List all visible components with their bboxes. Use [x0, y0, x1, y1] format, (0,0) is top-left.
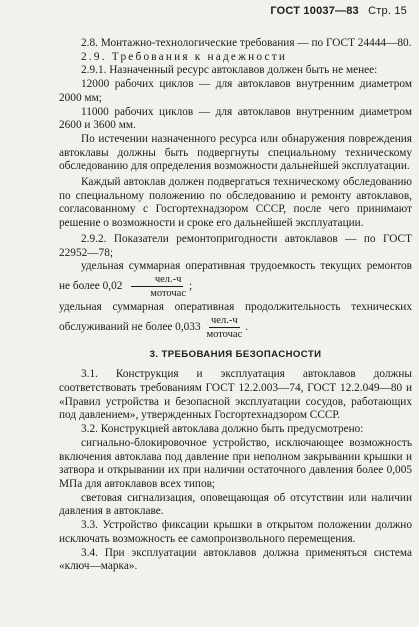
- page-number: Стр. 15: [368, 5, 407, 17]
- paragraph-2-9-2: 2.9.2. Показатели ремонтопригодности автоклавов — по ГОСТ 22952—78;: [59, 232, 412, 259]
- fraction-denominator-2: моточас: [206, 328, 243, 340]
- paragraph-labor-intensity: [59, 260, 412, 299]
- paragraph-3-1: 3.1. Конструкция и эксплуатация автоклавов должны соответствовать требованиям ГОСТ 12.2.003—74, ГОСТ 12.2.049—80 и «Правил устройства и безопасной эксплуатации сосудов, работающих под давлением», утвержденных Госгортехнадзором СССР.: [59, 368, 412, 422]
- labor-intensity-text: удельная суммарная оперативная трудоемкость текущих ремонтов не более 0,02: [59, 260, 412, 293]
- paragraph-3-2-interlock: сигнально-блокировочное устройство, исключающее возможность включения автоклава под давление при неполном закрывании крышки и затвора и открывании их при наличии остаточного давления более 0,005 МПа для автоклавов всех типов;: [59, 436, 412, 490]
- labor-tail: ;: [189, 280, 193, 293]
- paragraph-service-duration: [59, 301, 412, 340]
- service-duration-text: удельная суммарная оперативная продолжительность технических обслуживаний не более 0,033: [59, 300, 412, 333]
- paragraph-3-2-signaling: световая сигнализация, оповещающая об отсутствии или наличии давления в автоклаве.: [59, 491, 412, 518]
- labor-unit-fraction: [128, 274, 186, 299]
- duration-tail: .: [245, 320, 249, 333]
- document-body: [59, 37, 412, 574]
- duration-unit-fraction: [206, 315, 242, 340]
- fraction-denominator: моточас: [150, 287, 187, 299]
- fraction-numerator: чел.-ч: [131, 274, 184, 287]
- paragraph-2-8: 2.8. Монтажно-технологические требования — по ГОСТ 24444—80.: [81, 37, 412, 49]
- paragraph-2-9-1: 2.9.1. Назначенный ресурс автоклавов должен быть не менее:: [81, 64, 378, 77]
- paragraph-12000-cycles: 12000 рабочих циклов — для автоклавов внутренним диаметром 2000 мм;: [59, 78, 412, 104]
- paragraph-technical-inspection: Каждый автоклав должен подвергаться техническому обследованию по специальному положению по обследованию и ремонту автоклавов, согласованному с Госгортехнадзором СССР, после чего принимают решение о возможности и сроке его дальнейшей эксплуатации.: [59, 176, 412, 230]
- paragraph-3-4: 3.4. При эксплуатации автоклавов должна применяться система «ключ—марка».: [59, 546, 412, 573]
- page-header: [270, 5, 407, 17]
- standard-number: ГОСТ 10037—83: [270, 5, 359, 17]
- section-3-title: 3. ТРЕБОВАНИЯ БЕЗОПАСНОСТИ: [149, 348, 322, 360]
- paragraph-3-3: 3.3. Устройство фиксации крышки в открытом положении должно исключать возможность ее самопроизвольного перемещения.: [59, 519, 412, 545]
- paragraph-11000-cycles: 11000 рабочих циклов — для автоклавов внутренним диаметром 2600 и 3600 мм.: [59, 105, 412, 132]
- paragraph-3-2: 3.2. Конструкцией автоклава должно быть предусмотрено:: [81, 423, 364, 436]
- paragraph-2-9-heading: 2.9. Требования к надежности: [81, 50, 288, 63]
- paragraph-resource-expiry: По истечении назначенного ресурса или обнаружения повреждения автоклавы должны быть подвергнуты специальному техническому обследованию для определения возможности дальнейшей эксплуатации.: [59, 132, 412, 173]
- fraction-numerator-2: чел.-ч: [211, 314, 238, 326]
